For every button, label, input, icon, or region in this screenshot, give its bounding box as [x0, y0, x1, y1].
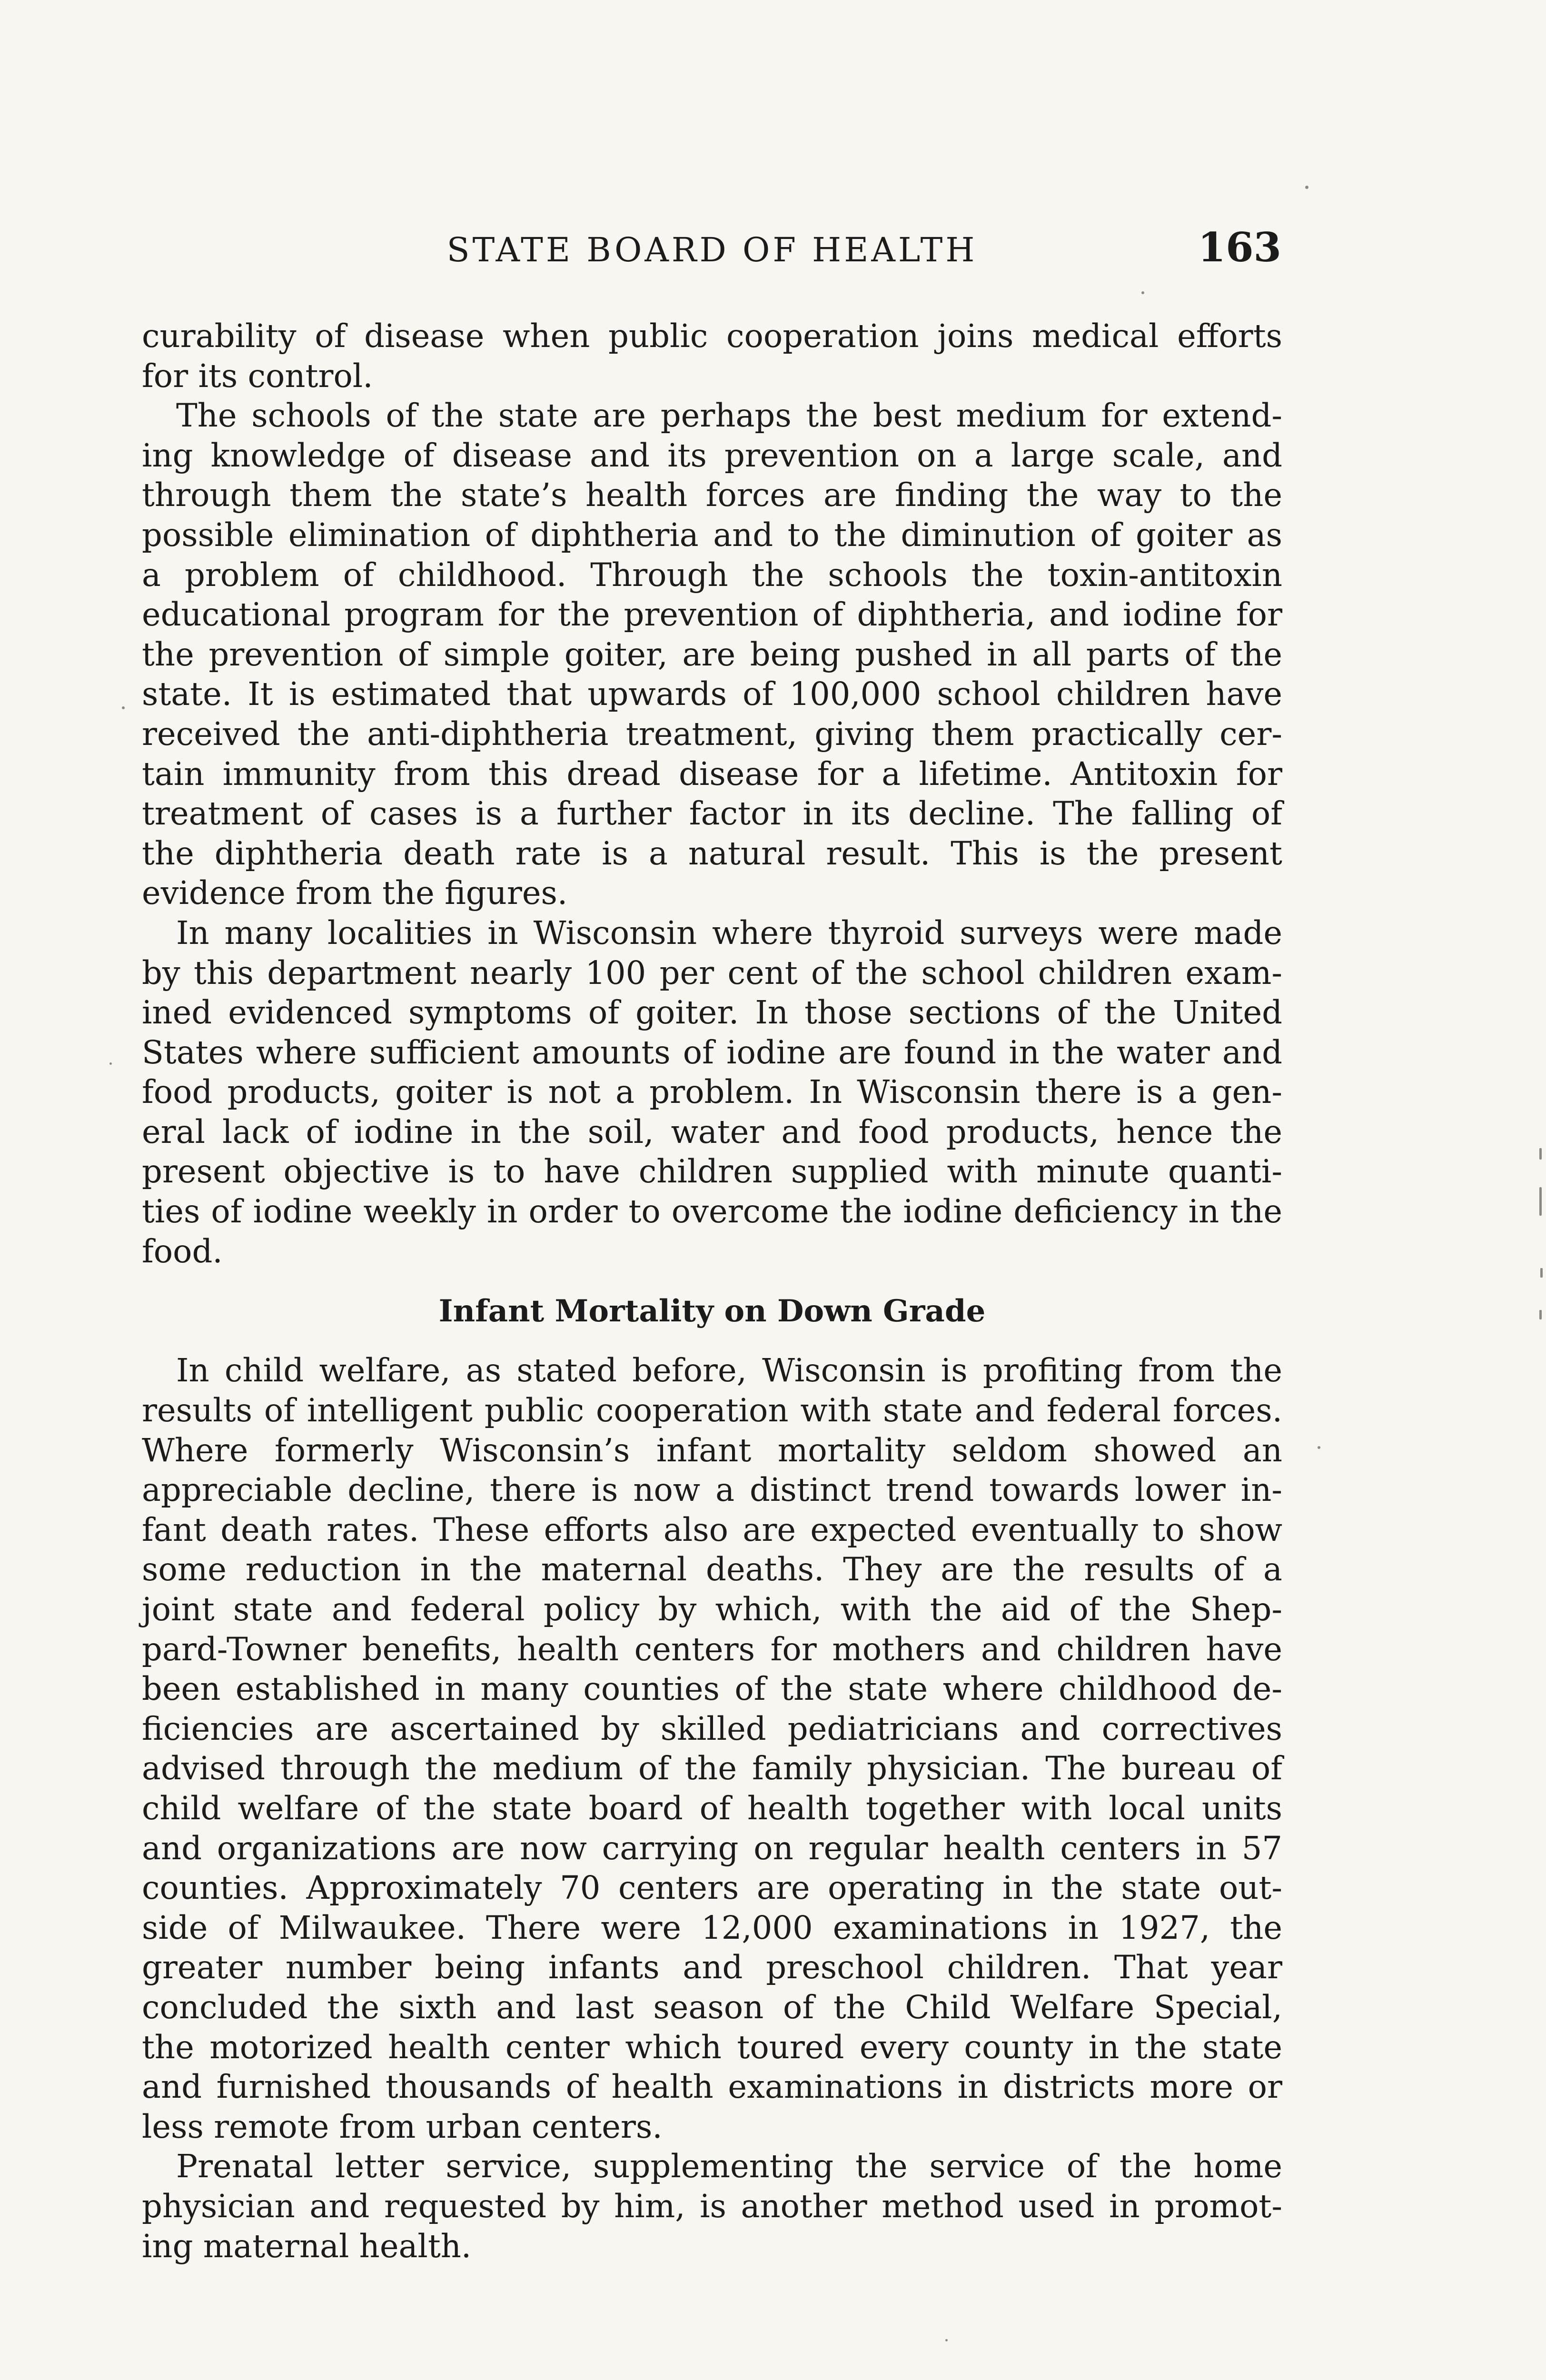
section-heading: Infant Mortality on Down Grade [438, 1293, 986, 1329]
text-line: greater number being infants and preschool children. That year [142, 1949, 1282, 1986]
page-number: 163 [1198, 224, 1281, 271]
text-line: child welfare of the state board of health together with local units [142, 1789, 1282, 1827]
text-line: The schools of the state are perhaps the best medium for extend- [176, 397, 1282, 435]
text-line: side of Milwaukee. There were 12,000 examinations in 1927, the [142, 1909, 1282, 1946]
text-line: treatment of cases is a further factor in its decline. The falling of [142, 795, 1282, 833]
scan-speck [1318, 1446, 1320, 1449]
scan-speck [109, 1062, 112, 1065]
text-line: appreciable decline, there is now a distinct trend towards lower in- [142, 1471, 1282, 1509]
text-line: food. [142, 1232, 223, 1270]
text-line: received the anti-diphtheria treatment, giving them practically cer- [142, 715, 1282, 753]
scan-speck [1539, 1187, 1542, 1216]
running-head: STATE BOARD OF HEALTH [446, 230, 978, 269]
text-line: In many localities in Wisconsin where thyroid surveys were made [176, 914, 1282, 952]
text-line: pard-Towner benefits, health centers for mothers and children have [142, 1630, 1282, 1668]
text-line: evidence from the figures. [142, 874, 568, 912]
text-line: advised through the medium of the family physician. The bureau of [142, 1750, 1282, 1787]
scan-speck [1141, 291, 1144, 294]
text-line: some reduction in the maternal deaths. They are the results of a [142, 1551, 1282, 1588]
text-line: a problem of childhood. Through the schools the toxin-antitoxin [142, 556, 1282, 594]
text-line: fant death rates. These efforts also are expected eventually to show [142, 1511, 1282, 1548]
text-line: through them the state’s health forces are finding the way to the [142, 476, 1282, 514]
text-line: for its control. [142, 357, 373, 395]
text-line: been established in many counties of the state where childhood de- [142, 1670, 1282, 1708]
text-line: and furnished thousands of health examinations in districts more or [142, 2068, 1282, 2106]
text-line: States where sufficient amounts of iodine are found in the water and [142, 1033, 1282, 1071]
text-line: physician and requested by him, is another method used in promot- [142, 2187, 1282, 2225]
text-line: food products, goiter is not a problem. In Wisconsin there is a gen- [142, 1073, 1282, 1111]
text-line: state. It is estimated that upwards of 100,000 school children have [142, 675, 1282, 713]
text-line: curability of disease when public cooperation joins medical efforts [142, 317, 1282, 355]
text-line: ficiencies are ascertained by skilled pediatricians and correctives [142, 1710, 1282, 1747]
text-line: ing knowledge of disease and its prevention on a large scale, and [142, 436, 1282, 474]
page-header [143, 224, 1281, 276]
text-line: joint state and federal policy by which, with the aid of the Shep- [142, 1591, 1282, 1628]
text-line: concluded the sixth and last season of the Child Welfare Special, [142, 1988, 1282, 2026]
text-line: tain immunity from this dread disease for a lifetime. Antitoxin for [142, 755, 1282, 793]
text-line: counties. Approximately 70 centers are operating in the state out- [142, 1869, 1282, 1907]
text-line: In child welfare, as stated before, Wisconsin is profiting from the [176, 1352, 1282, 1389]
text-line: results of intelligent public cooperation with state and federal forces. [142, 1392, 1282, 1429]
text-line: ined evidenced symptoms of goiter. In those sections of the United [142, 994, 1282, 1031]
text-line: less remote from urban centers. [142, 2108, 663, 2145]
text-line: ing maternal health. [142, 2227, 472, 2265]
text-line: the diphtheria death rate is a natural result. This is the present [142, 834, 1282, 872]
text-line: eral lack of iodine in the soil, water and food products, hence the [142, 1113, 1282, 1150]
scan-speck [1305, 186, 1308, 189]
text-line: possible elimination of diphtheria and to the diminution of goiter as [142, 516, 1282, 554]
body-text [142, 317, 1282, 2266]
text-line: the prevention of simple goiter, are being pushed in all parts of the [142, 635, 1282, 673]
text-line: educational program for the prevention of diphtheria, and iodine for [142, 596, 1282, 634]
text-line: ties of iodine weekly in order to overcome the iodine deficiency in the [142, 1193, 1282, 1230]
text-line: Prenatal letter service, supplementing the service of the home [176, 2148, 1282, 2185]
text-line: present objective is to have children supplied with minute quanti- [142, 1153, 1282, 1190]
scan-speck [1539, 1310, 1542, 1319]
scan-speck [122, 706, 125, 709]
text-line: by this department nearly 100 per cent of the school children exam- [142, 954, 1282, 992]
scan-speck [945, 2339, 948, 2341]
scan-speck [1540, 1268, 1543, 1278]
text-line: the motorized health center which toured every county in the state [142, 2028, 1282, 2066]
scan-speck [1539, 1148, 1542, 1160]
text-line: and organizations are now carrying on regular health centers in 57 [142, 1829, 1282, 1867]
text-line: Where formerly Wisconsin’s infant mortality seldom showed an [142, 1431, 1282, 1469]
